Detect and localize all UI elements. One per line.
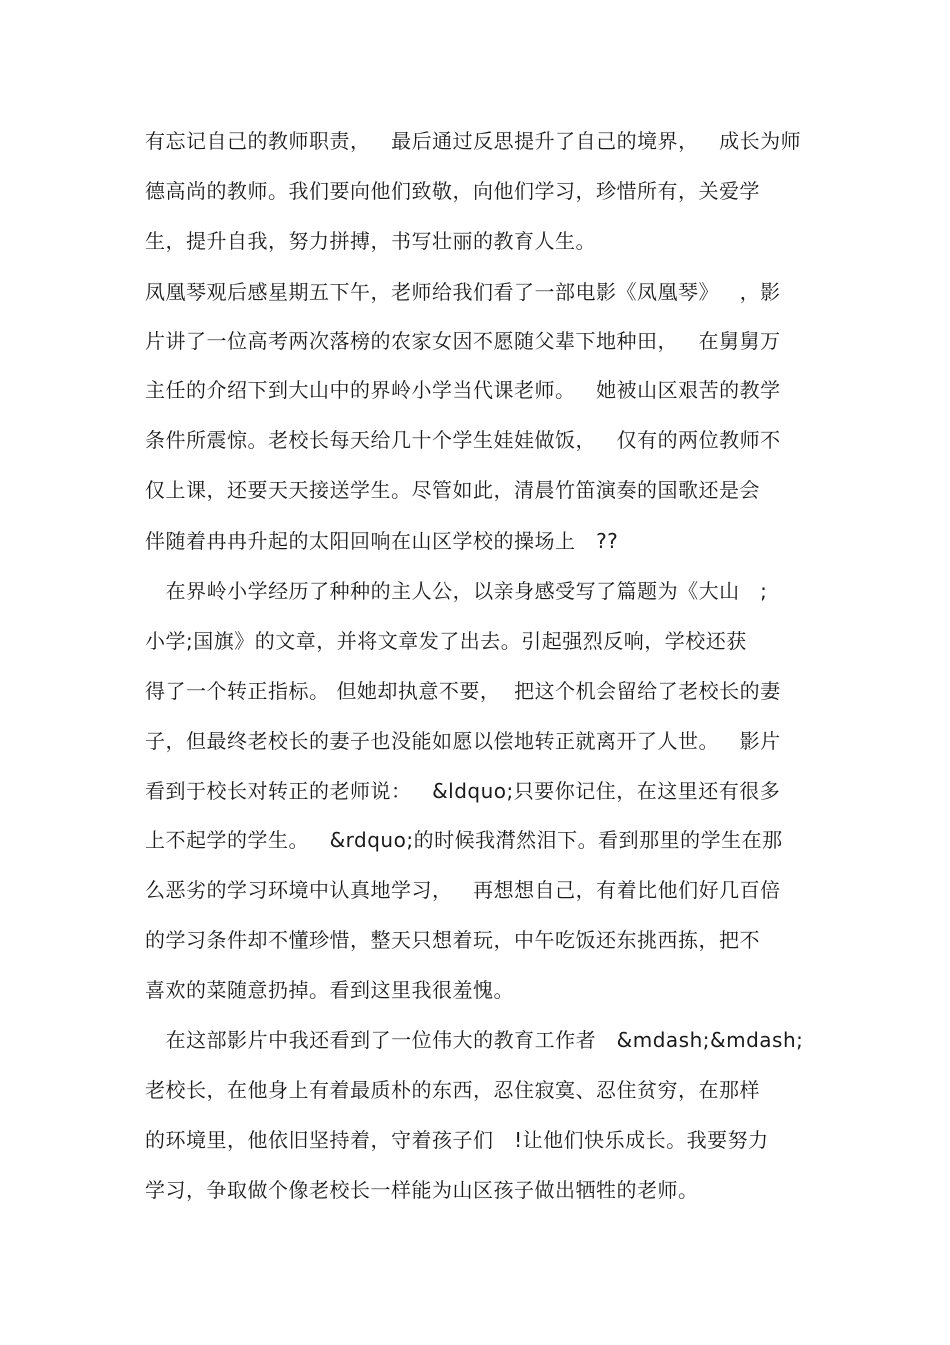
text-line: 片讲了一位高考两次落榜的农家女因不愿随父辈下地种田， 在舅舅万 (145, 329, 781, 353)
text-line: 的学习条件却不懂珍惜，整天只想着玩，中午吃饭还东挑西拣，把不 (145, 928, 760, 952)
text-line: 子，但最终老校长的妻子也没能如愿以偿地转正就离开了人世。 影片 (145, 729, 781, 753)
text-line: 有忘记自己的教师职责， 最后通过反思提升了自己的境界， 成长为师 (145, 129, 802, 153)
text-line: 生，提升自我，努力拼搏，书写壮丽的教育人生。 (145, 229, 596, 253)
text-line: 在这部影片中我还看到了一位伟大的教育工作者 &mdash;&mdash; (145, 1028, 804, 1052)
text-line: 喜欢的菜随意扔掉。看到这里我很羞愧。 (145, 978, 514, 1002)
text-line: 么恶劣的学习环境中认真地学习， 再想想自己，有着比他们好几百倍 (145, 878, 781, 902)
text-line: 条件所震惊。老校长每天给几十个学生娃娃做饭， 仅有的两位教师不 (145, 428, 781, 452)
text-line: 德高尚的教师。我们要向他们致敬，向他们学习，珍惜所有，关爱学 (145, 179, 760, 203)
text-line: 的环境里，他依旧坚持着，守着孩子们 !让他们快乐成长。我要努力 (145, 1128, 769, 1152)
text-line: 仅上课，还要天天接送学生。尽管如此，清晨竹笛演奏的国歌还是会 (145, 478, 760, 502)
text-line: 凤凰琴观后感星期五下午，老师给我们看了一部电影《凤凰琴》 ，影 (145, 280, 781, 304)
text-line: 上不起学的学生。 &rdquo;的时候我潸然泪下。看到那里的学生在那 (145, 828, 783, 852)
text-line: 老校长，在他身上有着最质朴的东西，忍住寂寞、忍住贫穷，在那样 (145, 1078, 760, 1102)
text-line: 小学;国旗》的文章，并将文章发了出去。引起强烈反响，学校还获 (145, 629, 747, 653)
text-line: 得了一个转正指标。 但她却执意不要， 把这个机会留给了老校长的妻 (145, 679, 781, 703)
text-line: 伴随着冉冉升起的太阳回响在山区学校的操场上 ?? (145, 529, 619, 553)
text-line: 在界岭小学经历了种种的主人公，以亲身感受写了篇题为《大山 ; (145, 579, 768, 603)
text-line: 主任的介绍下到大山中的界岭小学当代课老师。 她被山区艰苦的教学 (145, 378, 781, 402)
text-line: 学习，争取做个像老校长一样能为山区孩子做出牺牲的老师。 (145, 1178, 699, 1202)
text-line: 看到于校长对转正的老师说： &ldquo;只要你记住，在这里还有很多 (145, 779, 781, 803)
